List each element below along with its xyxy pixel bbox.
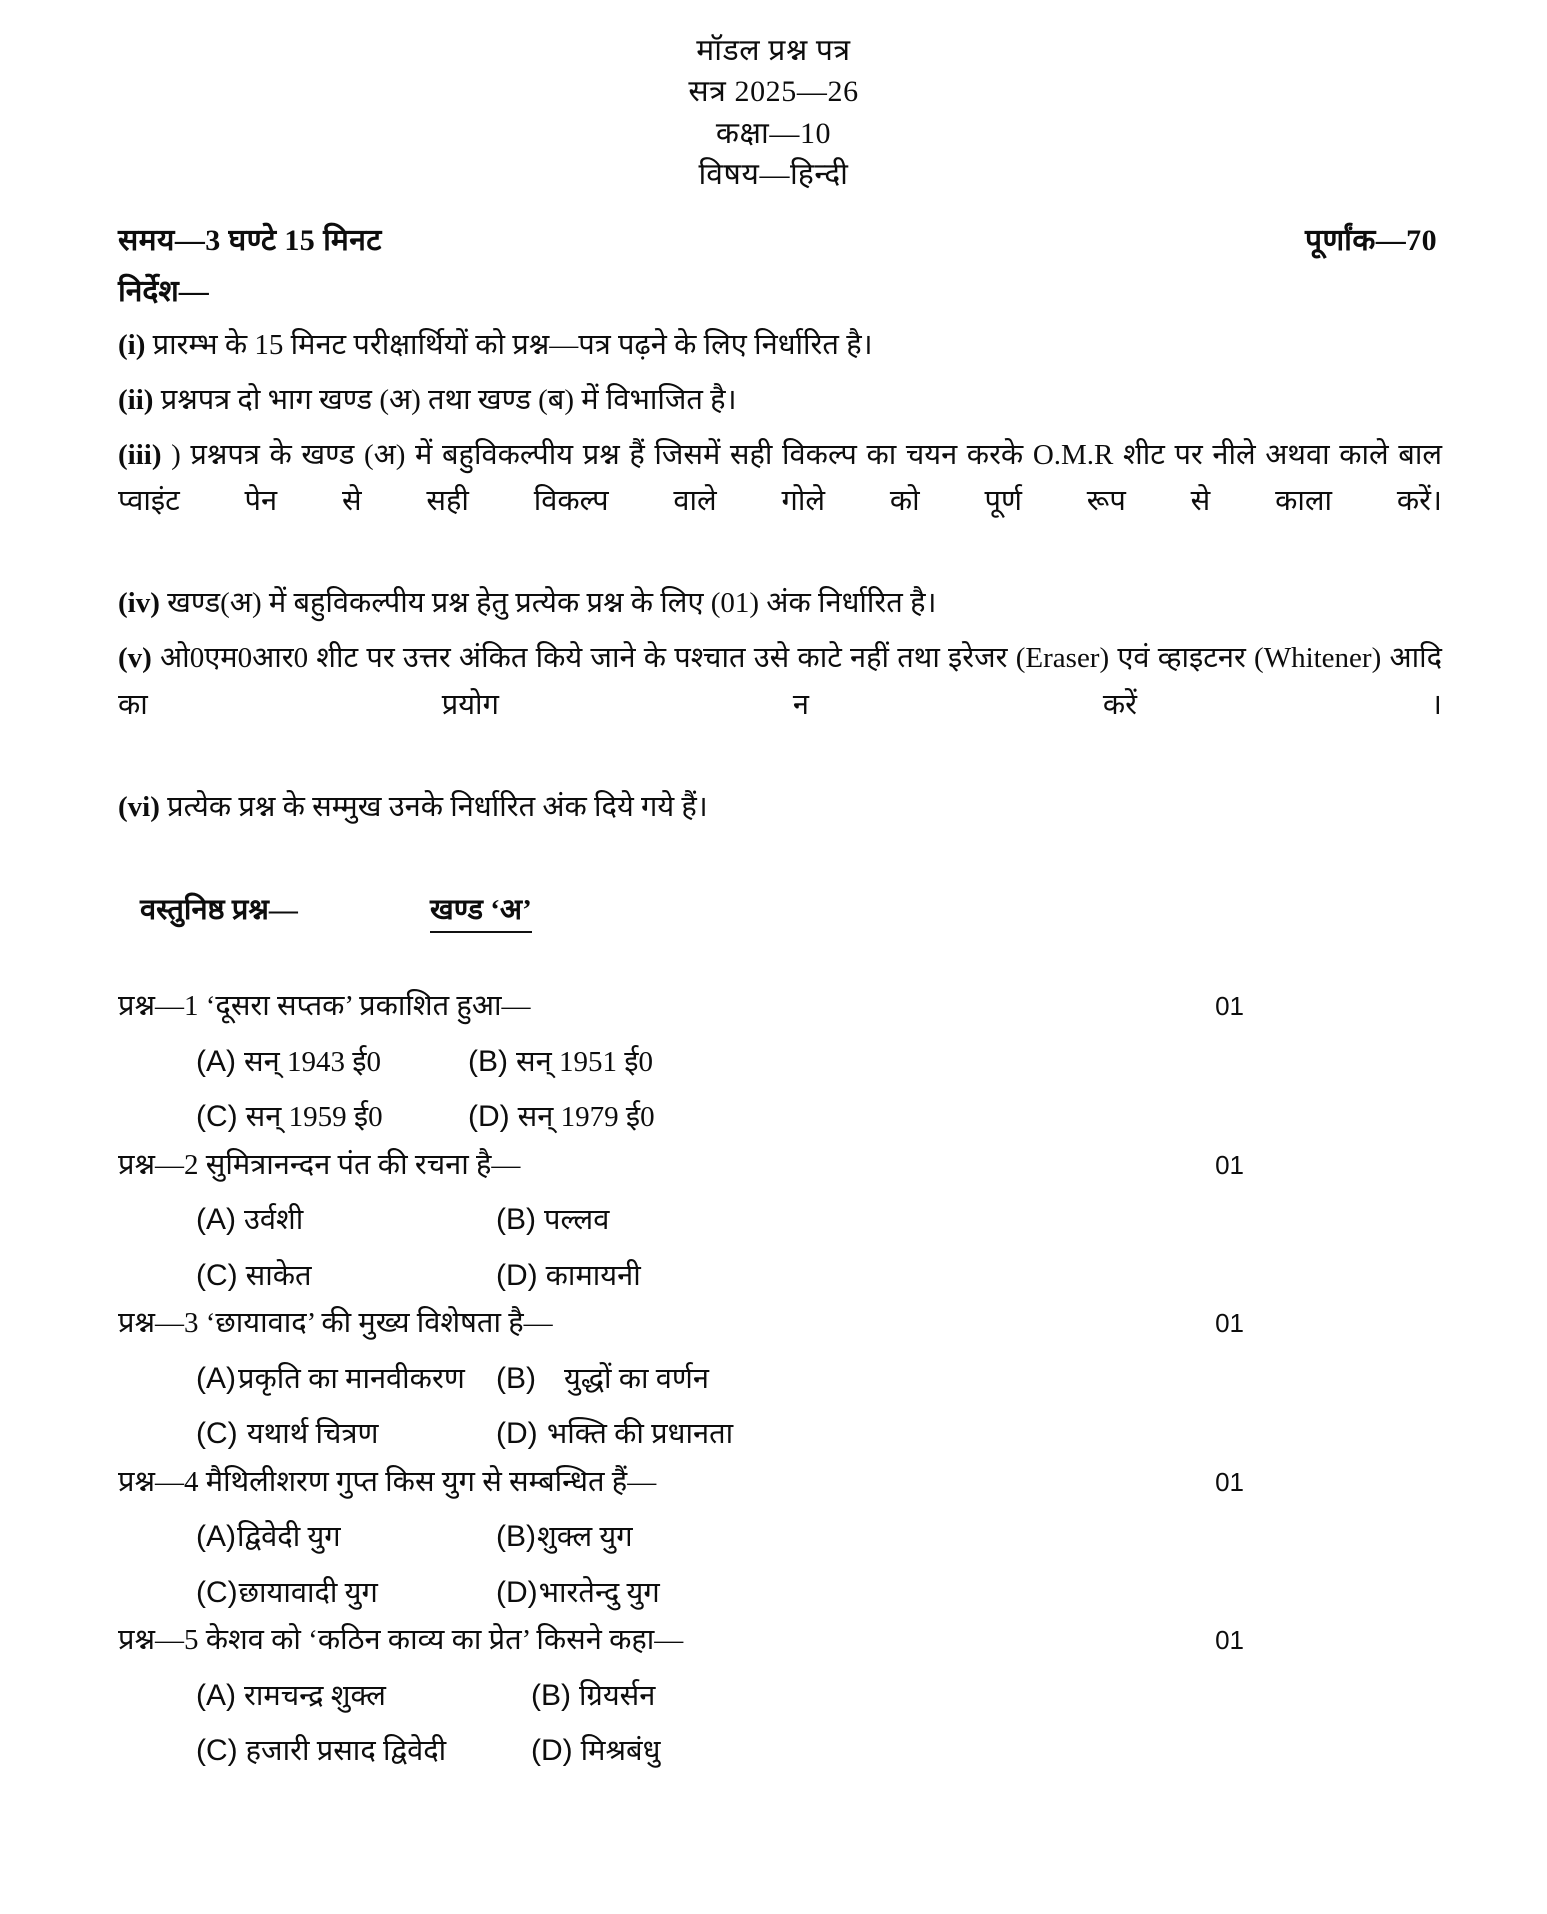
instruction-item-ii xyxy=(118,377,1442,424)
options-row-cd xyxy=(118,1253,1429,1299)
option-label: साकेत xyxy=(245,1259,312,1292)
option-label: शुक्ल युग xyxy=(537,1521,633,1554)
maximum-marks: पूर्णांक—70 xyxy=(1305,223,1437,257)
option-tag: (B) xyxy=(468,1044,508,1078)
instruction-marker: (i) xyxy=(118,328,146,361)
instruction-text: प्रश्नपत्र दो भाग खण्ड (अ) तथा खण्ड (ब) में विभाजित है। xyxy=(160,383,737,416)
instructions-heading: निर्देश— xyxy=(118,274,209,308)
option-label: द्विवेदी युग xyxy=(237,1521,341,1554)
subject-line: विषय—हिन्दी xyxy=(698,158,849,192)
question-marks: 01 xyxy=(1215,1625,1244,1656)
option-label: सन् 1943 ई0 xyxy=(244,1045,381,1078)
option-d[interactable] xyxy=(496,1411,733,1457)
instruction-item-vi xyxy=(118,784,1442,831)
option-tag: (A) xyxy=(196,1203,236,1237)
instruction-marker: (iv) xyxy=(118,587,160,620)
option-label: यथार्थ चित्रण xyxy=(246,1418,379,1451)
question-3 xyxy=(118,1302,1429,1457)
instruction-text: ओ0एम0आर0 शीट पर उत्तर अंकित किये जाने के पश्चात उसे काटे नहीं तथा इरेजर (Eraser) एवं व्हाइटनर (Whitener) आदि का प्रयोग न करें । xyxy=(118,642,1442,722)
instruction-marker: (vi) xyxy=(118,791,160,824)
options-row-ab xyxy=(118,1514,1429,1560)
option-b[interactable] xyxy=(496,1514,633,1560)
option-tag: (C) xyxy=(196,1575,238,1609)
option-a[interactable] xyxy=(196,1356,496,1402)
option-c[interactable] xyxy=(196,1570,496,1616)
option-label: कामायनी xyxy=(545,1259,641,1292)
option-tag: (A) xyxy=(196,1044,236,1078)
option-label: हजारी प्रसाद द्विवेदी xyxy=(245,1735,447,1768)
option-c[interactable] xyxy=(196,1728,531,1774)
option-tag: (C) xyxy=(196,1258,238,1292)
question-number: प्रश्न—3 xyxy=(118,1307,199,1340)
paper-title: मॉडल प्रश्न पत्र xyxy=(696,34,851,67)
option-tag: (D) xyxy=(468,1100,510,1134)
instruction-marker: (v) xyxy=(118,642,152,675)
option-c[interactable] xyxy=(196,1094,468,1140)
instruction-item-iii xyxy=(118,432,1442,573)
option-d[interactable] xyxy=(496,1570,660,1616)
instruction-item-v xyxy=(118,635,1442,776)
question-text: ‘छायावाद’ की मुख्य विशेषता है— xyxy=(205,1307,553,1340)
option-label: प्रकृति का मानवीकरण xyxy=(238,1362,465,1395)
objective-questions-label: वस्तुनिष्ठ प्रश्न— xyxy=(140,894,298,927)
option-b[interactable] xyxy=(468,1039,653,1085)
question-stem-row xyxy=(118,1461,1429,1505)
option-tag: (B) xyxy=(531,1678,571,1712)
option-label: पल्लव xyxy=(544,1204,610,1237)
option-tag: (B) xyxy=(496,1361,536,1395)
options-row-cd xyxy=(118,1570,1429,1616)
exam-meta-row xyxy=(0,218,1547,259)
exam-duration: समय—3 घण्टे 15 मिनट xyxy=(118,223,382,257)
question-text: सुमित्रानन्दन पंत की रचना है— xyxy=(205,1148,521,1181)
option-label: भारतेन्दु युग xyxy=(538,1576,660,1609)
question-text-after: ’ किसने कहा— xyxy=(521,1624,684,1657)
session-line: सत्र 2025—26 xyxy=(688,75,859,109)
option-label: सन् 1951 ई0 xyxy=(516,1045,653,1078)
options-row-ab xyxy=(118,1197,1429,1243)
questions-list xyxy=(0,985,1547,1774)
question-stem-row xyxy=(118,1144,1429,1188)
question-number: प्रश्न—5 xyxy=(118,1624,199,1657)
option-a[interactable] xyxy=(196,1197,496,1243)
options-row-ab xyxy=(118,1673,1429,1719)
question-4 xyxy=(118,1461,1429,1616)
option-label: युद्धों का वर्णन xyxy=(564,1362,709,1395)
option-label: मिश्रबंधु xyxy=(580,1735,661,1768)
option-label: उर्वशी xyxy=(244,1204,304,1237)
question-stem-row xyxy=(118,1619,1429,1663)
option-label: भक्ति की प्रधानता xyxy=(546,1418,734,1451)
option-a[interactable] xyxy=(196,1039,468,1085)
option-tag: (C) xyxy=(196,1100,238,1134)
option-d[interactable] xyxy=(496,1253,641,1299)
question-5 xyxy=(118,1619,1429,1774)
question-text: मैथिलीशरण गुप्त किस युग से सम्बन्धित हैं— xyxy=(205,1465,657,1498)
question-text-before: केशव को ‘ xyxy=(205,1624,318,1657)
instruction-item-i xyxy=(118,322,1442,369)
option-tag: (A) xyxy=(196,1361,236,1395)
class-line: कक्षा—10 xyxy=(715,116,832,150)
instruction-text: ) प्रश्नपत्र के खण्ड (अ) में बहुविकल्पीय प्रश्न हैं जिसमें सही विकल्प का चयन करके O.M.R शीट पर नीले अथवा काले बाल प्वाइंट पेन से सही विकल्प वाले गोले को पूर्ण रूप से काला करें। xyxy=(118,438,1442,518)
options-row-cd xyxy=(118,1728,1429,1774)
option-a[interactable] xyxy=(196,1514,496,1560)
option-tag: (C) xyxy=(196,1417,238,1451)
instruction-item-iv xyxy=(118,580,1442,627)
question-number: प्रश्न—4 xyxy=(118,1465,199,1498)
question-text-underlined: कठिन काव्य का प्रेत xyxy=(317,1624,522,1657)
option-tag: (D) xyxy=(496,1575,538,1609)
option-tag: (D) xyxy=(496,1417,538,1451)
option-a[interactable] xyxy=(196,1673,531,1719)
option-b[interactable] xyxy=(496,1356,709,1402)
option-label: छायावादी युग xyxy=(238,1576,378,1609)
options-row-ab xyxy=(118,1356,1429,1402)
question-text: ‘दूसरा सप्तक’ प्रकाशित हुआ— xyxy=(205,990,531,1023)
question-marks: 01 xyxy=(1215,1149,1244,1180)
question-number: प्रश्न—1 xyxy=(118,990,199,1023)
option-tag: (D) xyxy=(496,1258,538,1292)
instruction-text: प्रत्येक प्रश्न के सम्मुख उनके निर्धारित अंक दिये गये हैं। xyxy=(167,791,708,824)
question-stem-row xyxy=(118,1302,1429,1346)
option-c[interactable] xyxy=(196,1253,496,1299)
instruction-marker: (iii) xyxy=(118,438,162,471)
option-tag: (B) xyxy=(496,1520,536,1554)
option-tag: (A) xyxy=(196,1520,236,1554)
question-1 xyxy=(118,985,1429,1140)
question-marks: 01 xyxy=(1215,1466,1244,1497)
option-c[interactable] xyxy=(196,1411,496,1457)
question-2 xyxy=(118,1144,1429,1299)
option-d[interactable] xyxy=(531,1728,660,1774)
option-label: रामचन्द्र शुक्ल xyxy=(244,1679,386,1712)
section-header xyxy=(0,889,1547,933)
question-number: प्रश्न—2 xyxy=(118,1148,199,1181)
option-tag: (B) xyxy=(496,1203,536,1237)
option-b[interactable] xyxy=(496,1197,609,1243)
question-marks: 01 xyxy=(1215,991,1244,1022)
options-row-cd xyxy=(118,1094,1429,1140)
document-header xyxy=(0,0,1547,196)
option-tag: (A) xyxy=(196,1678,236,1712)
section-khand-a-label: खण्ड ‘अ’ xyxy=(430,889,532,933)
option-tag: (D) xyxy=(531,1734,573,1768)
option-d[interactable] xyxy=(468,1094,655,1140)
options-row-ab xyxy=(118,1039,1429,1085)
question-stem-row xyxy=(118,985,1429,1029)
option-label: ग्रियर्सन xyxy=(579,1679,656,1712)
option-label: सन् 1959 ई0 xyxy=(245,1101,383,1134)
option-label: सन् 1979 ई0 xyxy=(517,1101,655,1134)
instructions-section xyxy=(0,269,1547,832)
options-row-cd xyxy=(118,1411,1429,1457)
instruction-text: खण्ड(अ) में बहुविकल्पीय प्रश्न हेतु प्रत्येक प्रश्न के लिए (01) अंक निर्धारित है। xyxy=(167,587,937,620)
option-b[interactable] xyxy=(531,1673,655,1719)
question-marks: 01 xyxy=(1215,1308,1244,1339)
instruction-marker: (ii) xyxy=(118,383,154,416)
option-tag: (C) xyxy=(196,1734,238,1768)
instruction-text: प्रारम्भ के 15 मिनट परीक्षार्थियों को प्रश्न—पत्र पढ़ने के लिए निर्धारित है। xyxy=(152,328,873,361)
